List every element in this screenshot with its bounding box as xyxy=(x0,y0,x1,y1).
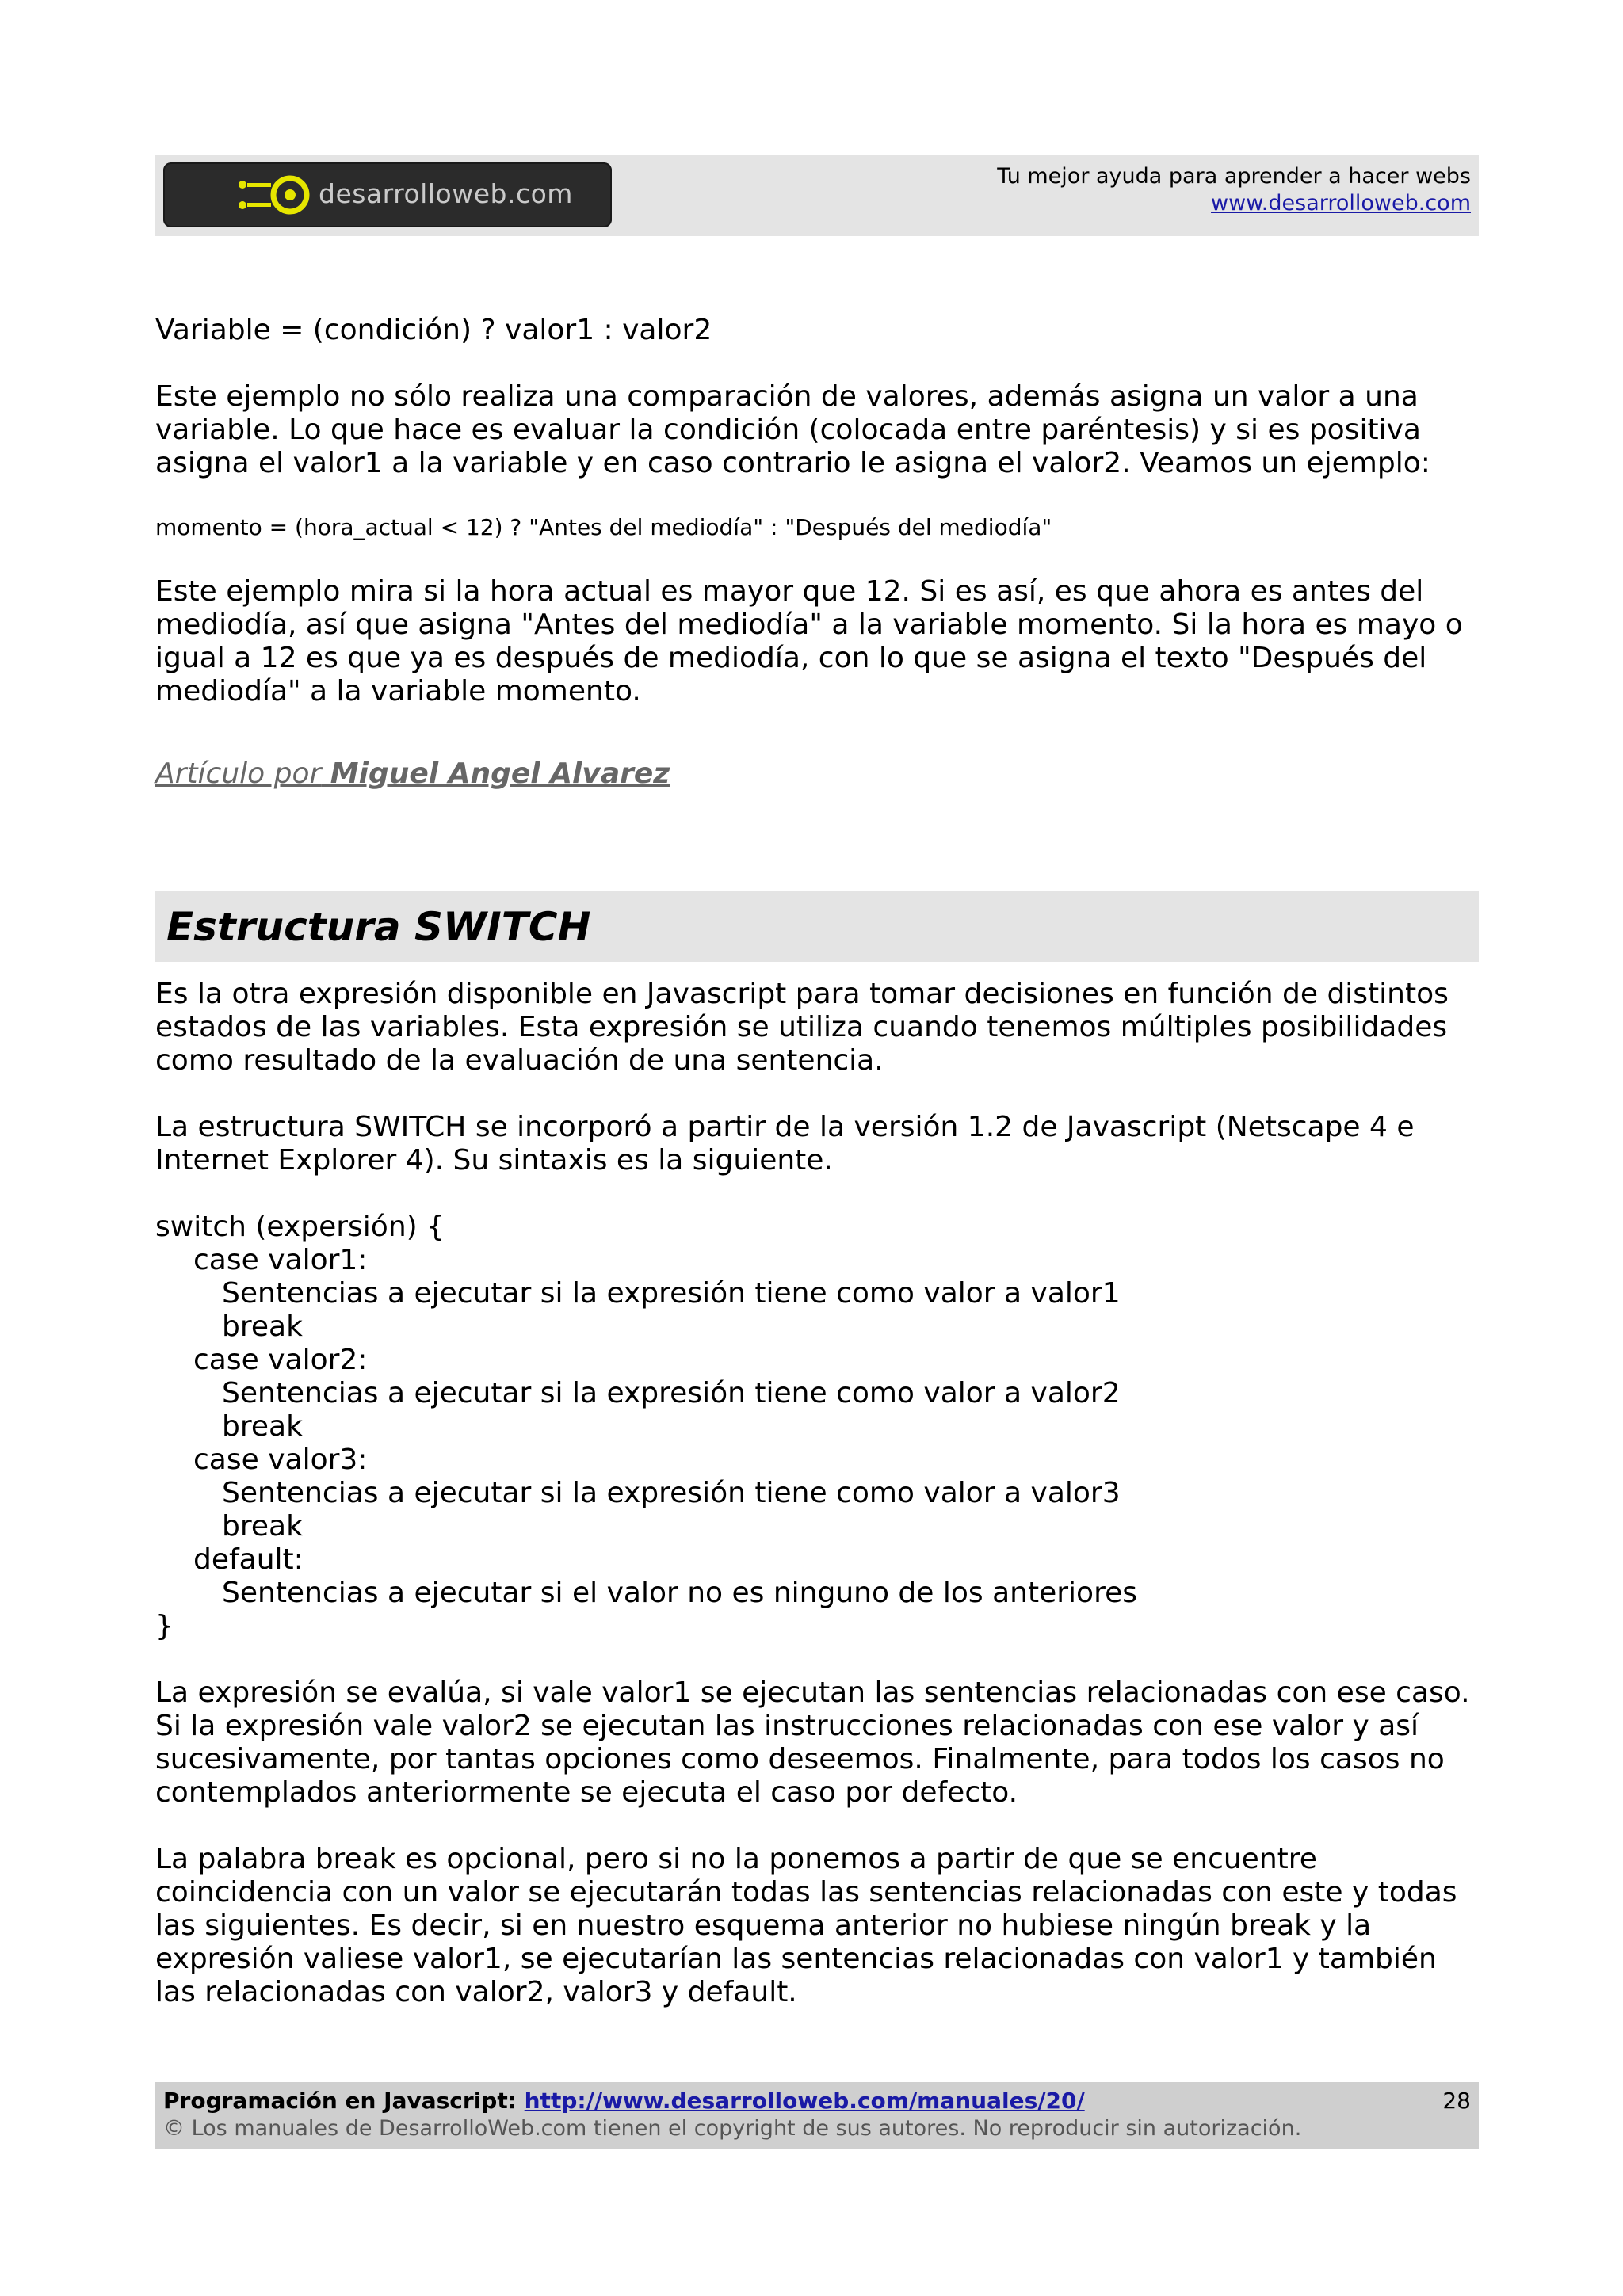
site-link[interactable]: www.desarrolloweb.com xyxy=(1211,191,1471,215)
paragraph-ternary-explanation: Este ejemplo mira si la hora actual es mayor que 12. Si es así, es que ahora es antes del mediodía, así que asigna "Antes del mediodía" a la variable momento. Si la hora es mayo o igual a 12 es que ya es después de mediodía, con lo que se asigna el texto "Después del mediodía" a la variable momento. xyxy=(155,575,1463,707)
section-heading-bar xyxy=(155,891,1479,962)
code-line: case valor1: xyxy=(193,1244,368,1276)
author-credit[interactable] xyxy=(155,757,670,791)
footer-manual-line xyxy=(163,2087,1085,2115)
code-line: Sentencias a ejecutar si la expresión tiene como valor a valor3 xyxy=(222,1477,1121,1509)
page-footer xyxy=(155,2082,1479,2149)
code-line: break xyxy=(222,1310,303,1343)
code-line: break xyxy=(222,1410,303,1443)
paragraph-switch-version: La estructura SWITCH se incorporó a partir de la versión 1.2 de Javascript (Netscape 4 e Internet Explorer 4). Su sintaxis es la siguiente. xyxy=(155,1111,1415,1177)
paragraph-switch-intro: Es la otra expresión disponible en Javascript para tomar decisiones en función de distintos estados de las variables. Esta expresión se utiliza cuando tenemos múltiples posibilidades como resultado de la evaluación de una sentencia. xyxy=(155,978,1449,1077)
tagline-text: Tu mejor ayuda para aprender a hacer webs xyxy=(997,164,1471,189)
page-number: 28 xyxy=(1442,2088,1471,2114)
section-title: Estructura SWITCH xyxy=(166,904,591,950)
switch-syntax-block xyxy=(155,1211,1480,1643)
header-tagline xyxy=(997,163,1471,217)
footer-manual-link[interactable]: http://www.desarrolloweb.com/manuales/20/ xyxy=(524,2088,1085,2114)
author-prefix: Artículo por xyxy=(155,757,322,790)
paragraph-switch-evaluation: La expresión se evalúa, si vale valor1 se ejecutan las sentencias relacionadas con ese caso. Si la expresión vale valor2 se ejecutan las instrucciones relacionadas con ese valor y así sucesivamente, por tantas opciones como deseemos. Finalmente, para todos los casos no contemplados anteriormente se ejecuta el caso por defecto. xyxy=(155,1676,1470,1809)
logo-mark-icon xyxy=(236,174,312,216)
footer-manual-label: Programación en Javascript: xyxy=(163,2088,517,2114)
code-line: Sentencias a ejecutar si la expresión tiene como valor a valor2 xyxy=(222,1377,1121,1409)
author-name: Miguel Angel Alvarez xyxy=(330,757,670,790)
code-line: switch (expersión) { xyxy=(155,1211,445,1243)
footer-copyright: © Los manuales de DesarrolloWeb.com tienen el copyright de sus autores. No reproducir sin autorización. xyxy=(163,2116,1302,2141)
code-line: Sentencias a ejecutar si el valor no es ninguno de los anteriores xyxy=(222,1577,1137,1609)
code-line: Sentencias a ejecutar si la expresión tiene como valor a valor1 xyxy=(222,1277,1121,1310)
code-line: default: xyxy=(193,1543,304,1576)
site-logo[interactable] xyxy=(163,162,612,227)
logo-text: desarrolloweb.com xyxy=(319,178,573,209)
code-line: case valor3: xyxy=(193,1444,368,1476)
code-line: case valor2: xyxy=(193,1344,368,1376)
code-line: } xyxy=(155,1610,174,1642)
syntax-line: Variable = (condición) ? valor1 : valor2 xyxy=(155,314,712,346)
example-code-line: momento = (hora_actual < 12) ? "Antes del mediodía" : "Después del mediodía" xyxy=(155,514,1052,540)
page-header xyxy=(155,155,1479,236)
code-line: break xyxy=(222,1510,303,1543)
paragraph-break-explanation: La palabra break es opcional, pero si no la ponemos a partir de que se encuentre coincidencia con un valor se ejecutarán todas las sentencias relacionadas con este y todas las siguientes. Es decir, si en nuestro esquema anterior no hubiese ningún break y la expresión valiese valor1, se ejecutarían las sentencias relacionadas con valor1 y también las relacionadas con valor2, valor3 y default. xyxy=(155,1843,1457,2008)
paragraph-ternary-intro: Este ejemplo no sólo realiza una comparación de valores, además asigna un valor a una variable. Lo que hace es evaluar la condición (colocada entre paréntesis) y si es positiva asigna el valor1 a la variable y en caso contrario le asigna el valor2. Veamos un ejemplo: xyxy=(155,380,1430,479)
